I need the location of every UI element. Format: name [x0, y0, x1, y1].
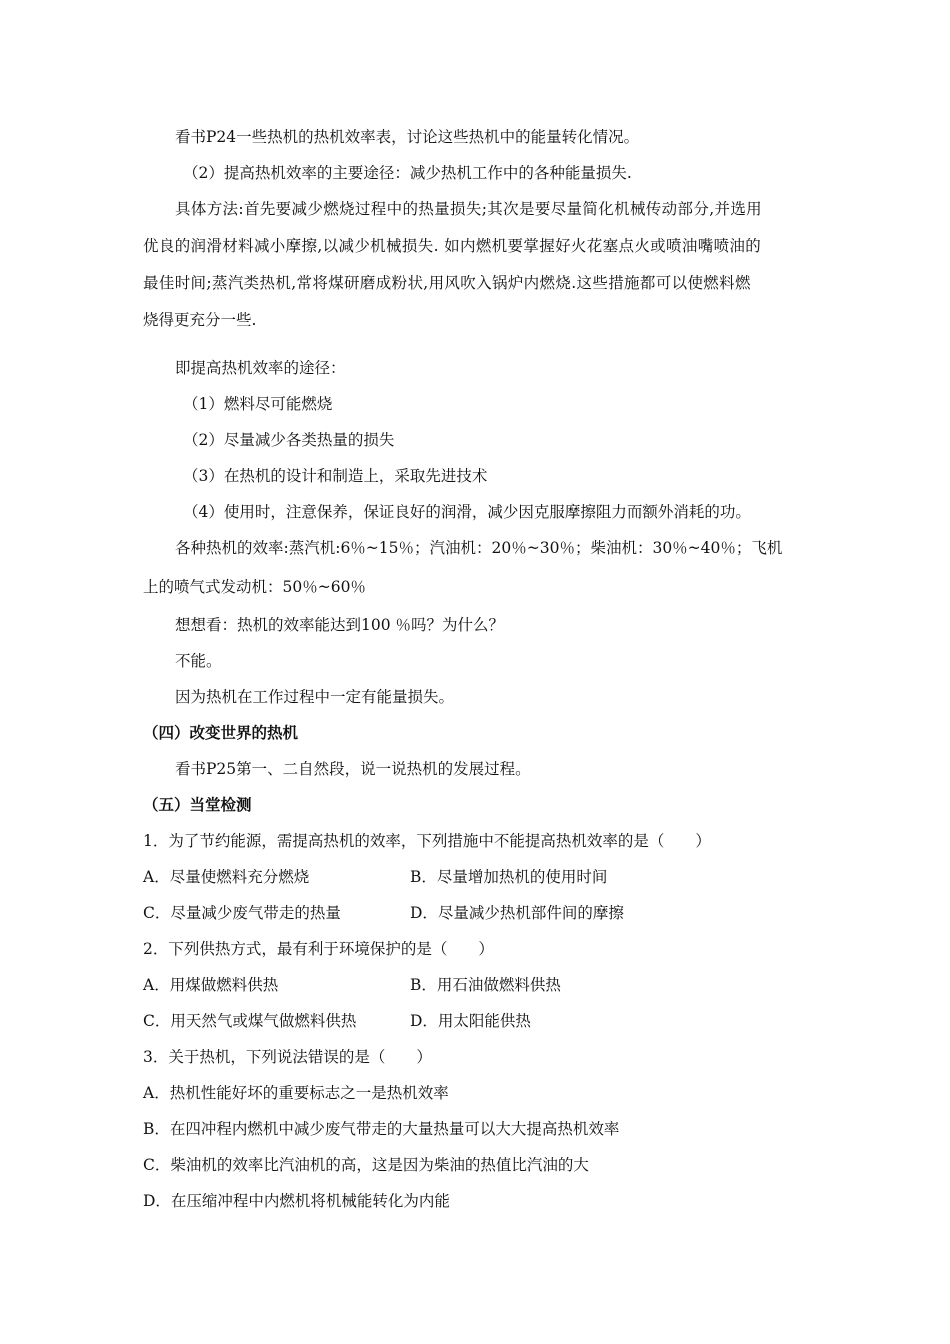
paragraph-method-line-2: 优良的润滑材料减小摩擦,以减少机械损失. 如内燃机要掌握好火花塞点火或喷油嘴喷油的	[143, 237, 762, 255]
paragraph-method-line-1: 具体方法:首先要减少燃烧过程中的热量损失;其次是要尽量简化机械传动部分,并选用	[175, 200, 763, 218]
efficiency-line-1: 各种热机的效率:蒸汽机:6％~15％；汽油机：20％~30％；柴油机：30％~40％；飞机	[175, 539, 783, 557]
question-1-option-a: A．尽量使燃料充分燃烧	[143, 868, 310, 886]
section-4-text: 看书P25第一、二自然段，说一说热机的发展过程。	[175, 760, 531, 778]
ways-item-3: （3）在热机的设计和制造上，采取先进技术	[183, 467, 488, 485]
question-2-option-c: C．用天然气或煤气做燃料供热	[143, 1012, 357, 1030]
ways-item-2: （2）尽量减少各类热量的损失	[183, 431, 395, 449]
think-answer-1: 不能。	[175, 652, 222, 670]
think-answer-2: 因为热机在工作过程中一定有能量损失。	[175, 688, 455, 706]
section-4-heading: （四）改变世界的热机	[143, 724, 299, 742]
paragraph-method-line-4: 烧得更充分一些.	[143, 311, 257, 329]
question-1-option-b: B．尽量增加热机的使用时间	[410, 868, 608, 886]
efficiency-line-2: 上的喷气式发动机：50％~60％	[143, 578, 366, 596]
question-3-option-c: C．柴油机的效率比汽油机的高，这是因为柴油的热值比汽油的大	[143, 1156, 589, 1174]
section-5-heading: （五）当堂检测	[143, 796, 252, 814]
paragraph-efficiency-table: 看书P24一些热机的热机效率表，讨论这些热机中的能量转化情况。	[175, 128, 640, 146]
question-1-option-d: D．尽量减少热机部件间的摩擦	[410, 904, 624, 922]
ways-heading: 即提高热机效率的途径：	[175, 359, 346, 377]
think-question: 想想看：热机的效率能达到100 ％吗？为什么？	[175, 616, 505, 634]
ways-item-4: （4）使用时，注意保养，保证良好的润滑，减少因克服摩擦阻力而额外消耗的功。	[183, 503, 751, 521]
question-1-option-c: C．尽量减少废气带走的热量	[143, 904, 341, 922]
question-2-option-b: B．用石油做燃料供热	[410, 976, 561, 994]
paragraph-main-ways: （2）提高热机效率的主要途径：减少热机工作中的各种能量损失.	[183, 164, 632, 182]
question-3-stem: 3．关于热机，下列说法错误的是（ ）	[143, 1048, 432, 1066]
paragraph-method-line-3: 最佳时间;蒸汽类热机,常将煤研磨成粉状,用风吹入锅炉内燃烧.这些措施都可以使燃料燃	[143, 274, 751, 292]
question-2-option-a: A．用煤做燃料供热	[143, 976, 279, 994]
question-1-stem: 1．为了节约能源，需提高热机的效率，下列措施中不能提高热机效率的是（ ）	[143, 832, 711, 850]
question-2-stem: 2．下列供热方式，最有利于环境保护的是（ ）	[143, 940, 494, 958]
question-3-option-d: D．在压缩冲程中内燃机将机械能转化为内能	[143, 1192, 450, 1210]
question-3-option-a: A．热机性能好坏的重要标志之一是热机效率	[143, 1084, 449, 1102]
question-2-option-d: D．用太阳能供热	[410, 1012, 531, 1030]
question-3-option-b: B．在四冲程内燃机中减少废气带走的大量热量可以大大提高热机效率	[143, 1120, 620, 1138]
ways-item-1: （1）燃料尽可能燃烧	[183, 395, 333, 413]
